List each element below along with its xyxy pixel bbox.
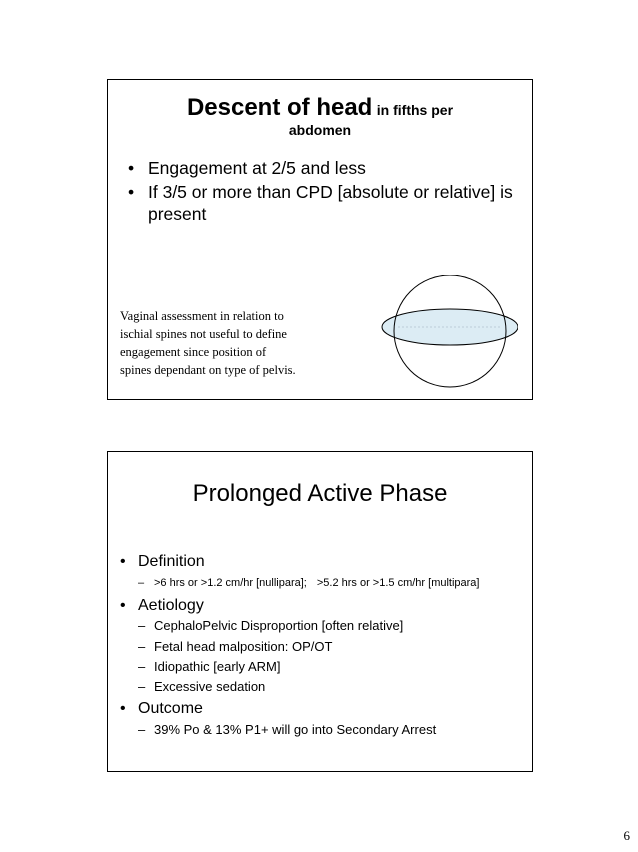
- item-text: Idiopathic [early ARM]: [154, 658, 281, 674]
- item-text: >6 hrs or >1.2 cm/hr [nullipara];: [154, 576, 307, 589]
- item-text: CephaloPelvic Disproportion [often relative]: [154, 618, 404, 634]
- bullet-icon: •: [128, 181, 135, 202]
- bullet-icon: •: [120, 596, 126, 614]
- list-item: [118, 677, 528, 697]
- slide1-note: Vaginal assessment in relation to ischial spines not useful to define engagement since position of spines dependant on type of pelvis.: [120, 309, 296, 378]
- bullet-text: If 3/5 or more than CPD [absolute or relative] is present: [148, 181, 513, 224]
- list-item: [118, 657, 528, 677]
- dash-icon: –: [138, 638, 146, 654]
- section-aetiology: [118, 596, 528, 617]
- slide1-title-sub-2: abdomen: [288, 121, 352, 138]
- bullet-icon: •: [128, 158, 135, 178]
- section-label: Aetiology: [138, 596, 204, 614]
- page-number: 6: [623, 828, 630, 843]
- list-item: [124, 158, 519, 180]
- list-item: [124, 182, 519, 226]
- item-text: Fetal head malposition: OP/OT: [154, 638, 333, 654]
- list-item: [118, 720, 528, 740]
- dash-icon: –: [138, 721, 146, 737]
- dash-icon: –: [138, 576, 145, 589]
- fetal-head-pelvis-diagram-icon: [378, 275, 518, 391]
- item-text: >5.2 hrs or >1.5 cm/hr [multipara]: [316, 576, 480, 589]
- bullet-icon: •: [120, 553, 126, 570]
- bullet-icon: •: [120, 700, 126, 718]
- list-item: [118, 616, 528, 636]
- slide1-title-main: Descent of head: [186, 94, 373, 121]
- slide1-bullet-list: [124, 158, 519, 228]
- item-text: 39% Po & 13% P1+ will go into Secondary Arrest: [154, 721, 437, 737]
- slide1-title-sub-1: in fifths per: [376, 102, 454, 118]
- list-item: [118, 637, 528, 657]
- dash-icon: –: [138, 618, 146, 634]
- section-outcome: [118, 699, 528, 720]
- slide2-outline: [118, 550, 528, 740]
- slide-prolonged-active-phase: [107, 451, 533, 772]
- slide-descent-of-head: [107, 79, 533, 400]
- list-item: [118, 573, 528, 594]
- slide2-title: Prolonged Active Phase: [192, 480, 448, 507]
- section-label: Definition: [138, 553, 205, 570]
- dash-icon: –: [138, 658, 146, 674]
- section-label: Outcome: [138, 700, 203, 718]
- bullet-text: Engagement at 2/5 and less: [148, 158, 366, 178]
- section-definition: [118, 552, 528, 573]
- dash-icon: –: [138, 678, 146, 694]
- item-text: Excessive sedation: [154, 678, 266, 694]
- slide1-title: [108, 94, 532, 138]
